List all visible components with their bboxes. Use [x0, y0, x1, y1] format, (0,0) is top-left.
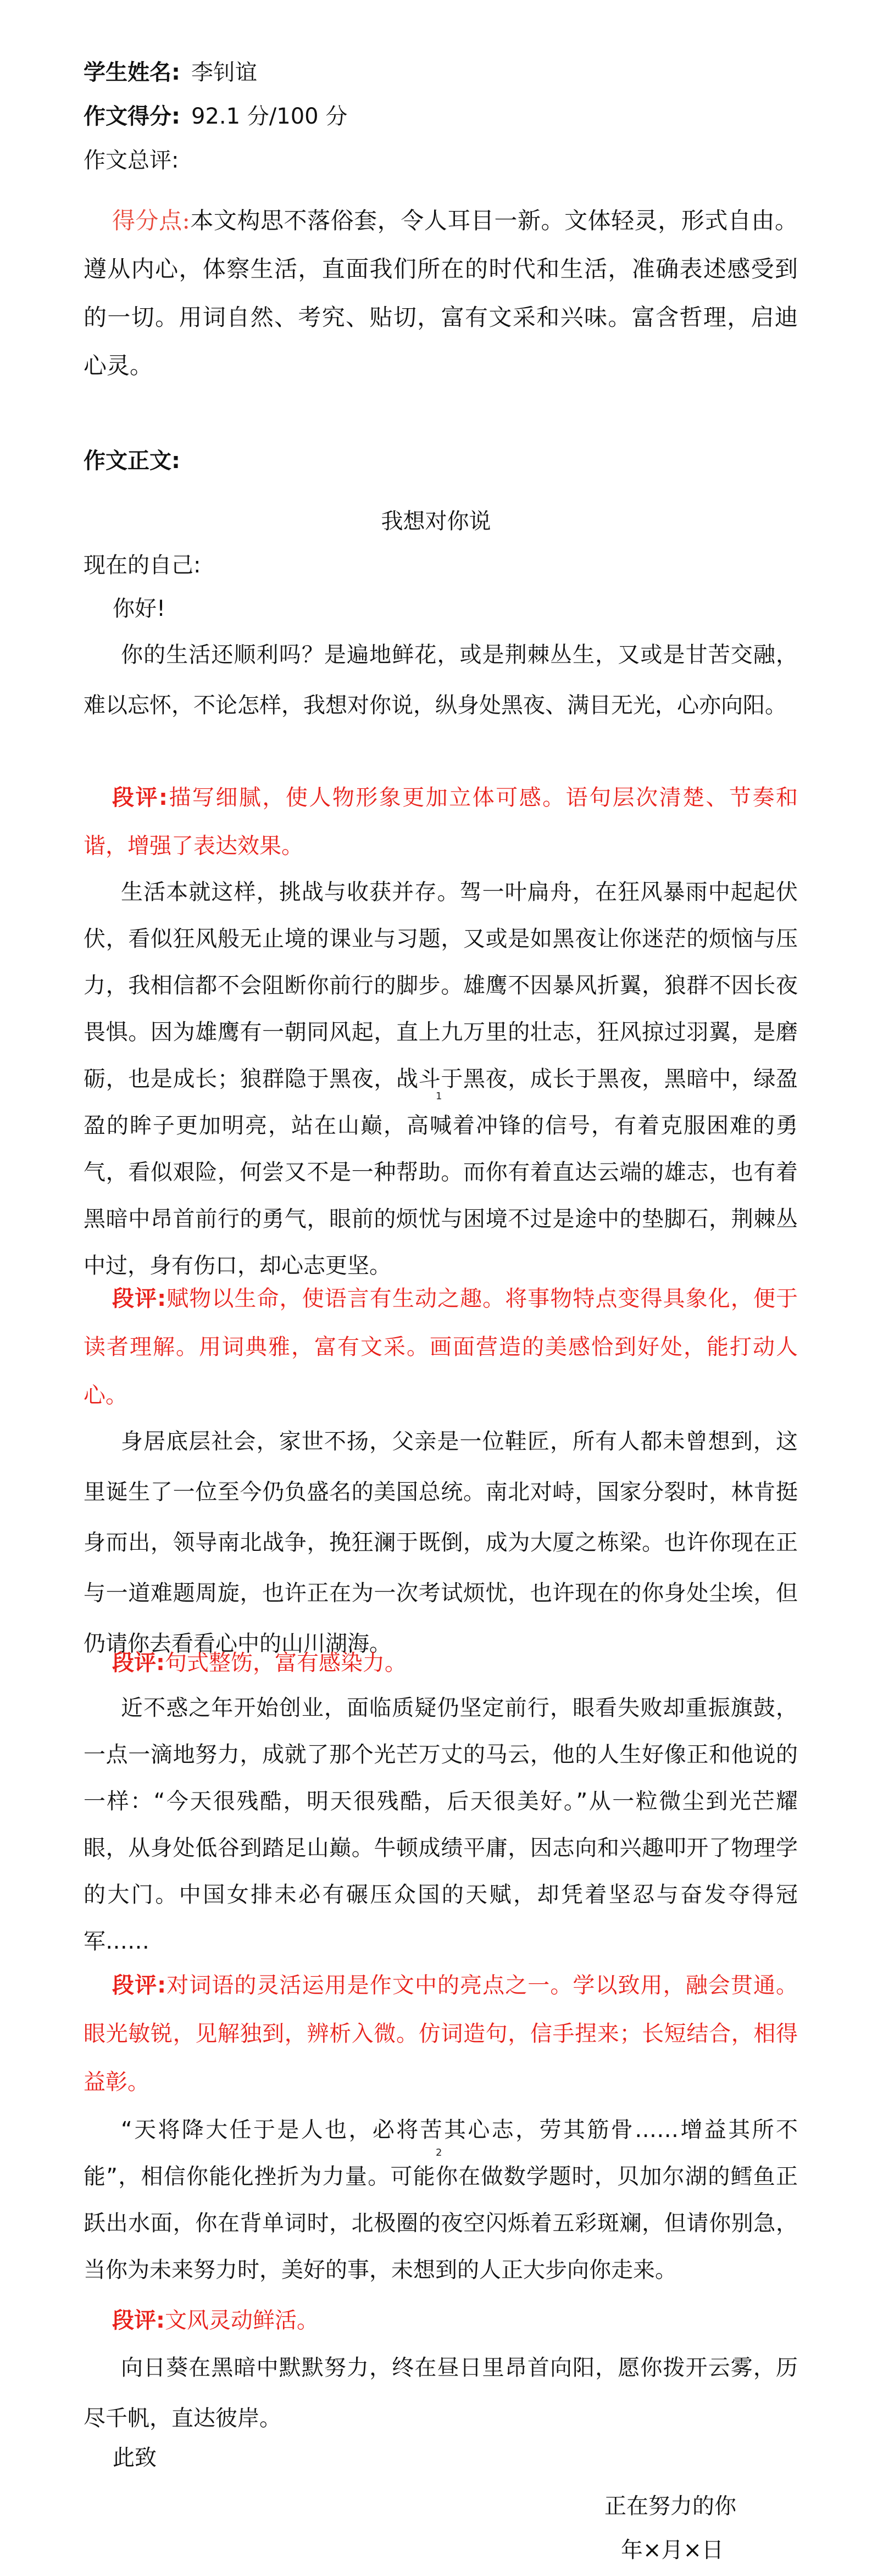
overall-comment-label: 作文总评: — [84, 148, 179, 173]
paragraph-review-1 — [84, 774, 798, 870]
essay-paragraph-2: 生活本就这样，挑战与收获并存。驾一叶扁舟，在狂风暴雨中起起伏伏，看似狂风般无止境的课业与习题，又或是如黑夜让你迷茫的烦恼与压力，我相信都不会阻断你前行的脚步。雄鹰不因暴风折翼，狼群不因长夜畏惧。因为雄鹰有一朝同风起，直上九万里的壮志，狂风掠过羽翼，是磨砺，也是成长；狼群隐于黑夜，战斗于黑夜，成长于黑夜，黑暗中，绿盈盈的眸子更加明亮，站在山巅，高喊着冲锋的信号，有着克服困难的勇气，看似艰险，何尝又不是一种帮助。而你有着直达云端的雄志，也有着黑暗中昂首前行的勇气，眼前的烦忧与困境不过是途中的垫脚石，荆棘丛中过，身有伤口，却心志更坚。 — [84, 880, 798, 1278]
review-text: 句式整饬，富有感染力。 — [165, 1650, 407, 1676]
review-label: 段评: — [112, 785, 168, 810]
paragraph-review-5 — [84, 2296, 798, 2345]
footnote-marker-2: 2 — [436, 2147, 442, 2158]
paragraph-review-2 — [84, 1275, 798, 1420]
essay-paragraph-1: 你的生活还顺利吗？是遍地鲜花，或是荆棘丛生，又或是甘苦交融，难以忘怀，不论怎样，我想对你说，纵身处黑夜、满目无光，心亦向阳。 — [84, 642, 798, 718]
score-value: 92.1 分/100 分 — [191, 104, 348, 129]
essay-paragraph-5: “天将降大任于是人也，必将苦其心志，劳其筋骨……增益其所不能”，相信你能化挫折为力量。可能你在做数学题时，贝加尔湖的鳕鱼正跃出水面，你在背单词时，北极圈的夜空闪烁着五彩斑斓，但请你别急，当你为未来努力时，美好的事，未想到的人正大步向你走来。 — [84, 2117, 798, 2283]
essay-section-label: 作文正文: — [84, 448, 180, 474]
student-name-value: 李钊谊 — [191, 60, 257, 85]
paragraph-review-3 — [84, 1639, 798, 1687]
review-label: 段评: — [112, 2308, 165, 2333]
overall-comment — [84, 197, 798, 390]
review-text: 对词语的灵活运用是作文中的亮点之一。学以致用，融会贯通。眼光敏锐，见解独到，辨析入微。仿词造句，信手捏来；长短结合，相得益彰。 — [84, 1973, 798, 2095]
score-label: 作文得分: — [84, 104, 180, 129]
review-label: 段评: — [112, 1650, 165, 1676]
footnote-marker-1: 1 — [436, 1091, 442, 1102]
review-text: 描写细腻，使人物形象更加立体可感。语句层次清楚、节奏和谐，增强了表达效果。 — [84, 785, 798, 859]
essay-salutation: 现在的自己: — [84, 553, 201, 578]
review-text: 文风灵动鲜活。 — [165, 2308, 319, 2333]
student-name-row — [84, 48, 257, 97]
summary-label: 得分点: — [112, 207, 190, 234]
essay-greeting: 你好! — [113, 596, 166, 621]
score-row — [84, 92, 347, 141]
essay-title: 我想对你说 — [381, 509, 491, 534]
review-label: 段评: — [112, 1973, 166, 1998]
review-text: 赋物以生命，使语言有生动之趣。将事物特点变得具象化，便于读者理解。用词典雅，富有文采。画面营造的美感恰到好处，能打动人心。 — [84, 1286, 798, 1408]
essay-date: 年×月×日 — [621, 2538, 724, 2563]
essay-signature: 正在努力的你 — [604, 2494, 736, 2519]
essay-paragraph-3: 身居底层社会，家世不扬，父亲是一位鞋匠，所有人都未曾想到，这里诞生了一位至今仍负盛名的美国总统。南北对峙，国家分裂时，林肯挺身而出，领导南北战争，挽狂澜于既倒，成为大厦之栋梁。也许你现在正与一道难题周旋，也许正在为一次考试烦忧，也许现在的你身处尘埃，但仍请你去看看心中的山川湖海。 — [84, 1429, 798, 1656]
essay-closing: 此致 — [113, 2445, 157, 2471]
paragraph-review-4 — [84, 1961, 798, 2106]
summary-text: 本文构思不落俗套，令人耳目一新。文体轻灵，形式自由。遵从内心，体察生活，直面我们所在的时代和生活，准确表述感受到的一切。用词自然、考究、贴切，富有文采和兴味。富含哲理，启迪心灵。 — [84, 207, 798, 379]
essay-paragraph-6: 向日葵在黑暗中默默努力，终在昼日里昂首向阳，愿你拨开云雾，历尽千帆，直达彼岸。 — [84, 2355, 798, 2431]
student-name-label: 学生姓名: — [84, 60, 180, 85]
essay-paragraph-4: 近不惑之年开始创业，面临质疑仍坚定前行，眼看失败却重振旗鼓，一点一滴地努力，成就了那个光芒万丈的马云，他的人生好像正和他说的一样：“今天很残酷，明天很残酷，后天很美好。”从一粒微尘到光芒耀眼，从身处低谷到踏足山巅。牛顿成绩平庸，因志向和兴趣叩开了物理学的大门。中国女排未必有碾压众国的天赋，却凭着坚忍与奋发夺得冠军…… — [84, 1695, 798, 1954]
review-label: 段评: — [112, 1286, 166, 1311]
